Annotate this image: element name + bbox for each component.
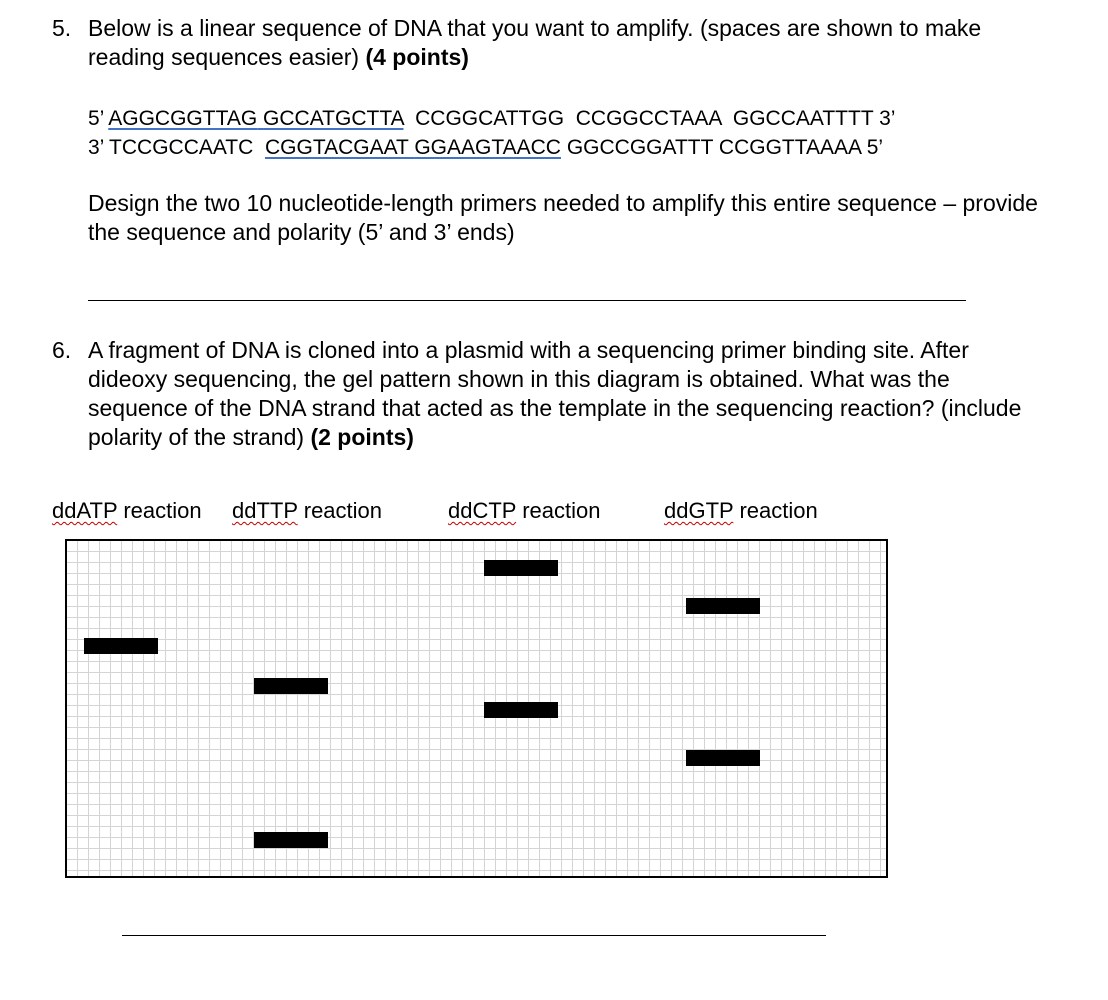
top-seg-3: CCGGCATTGG	[415, 107, 565, 130]
question-6-number: 6.	[52, 337, 72, 363]
band-ddttp-1	[254, 678, 328, 694]
dna-top-strand: 5’ AGGCGGTTAG GCCATGCTTA CCGGCATTGG CCGGCCTAAA GGCCAATTTT 3’	[88, 107, 896, 130]
band-ddatp-1	[84, 638, 158, 654]
top-seg-2: GCCATGCTTA	[263, 107, 404, 130]
bottom-seg-5: CCGGTTAAAA	[718, 136, 861, 159]
bottom-seg-2: CGGTACGAAT	[264, 136, 409, 159]
band-ddgtp-2	[686, 750, 760, 766]
question-6-line-3: sequence of the DNA strand that acted as the template in the sequencing reaction? (include	[88, 395, 1022, 421]
question-6-line-1: A fragment of DNA is cloned into a plasmid with a sequencing primer binding site. After	[88, 337, 969, 363]
question-5-points: (4 points)	[365, 44, 469, 70]
answer-line-q6[interactable]	[122, 935, 826, 936]
question-5	[0, 14, 1108, 84]
bottom-seg-1: TCCGCCAATC	[109, 136, 254, 159]
bottom-seg-3: GGAAGTAACC	[414, 136, 561, 159]
answer-line-q5[interactable]	[88, 300, 966, 301]
question-6-points: (2 points)	[310, 424, 414, 450]
band-ddctp-1	[484, 560, 558, 576]
dna-bottom-strand: 3’ TCCGCCAATC CGGTACGAAT GGAAGTAACC GGCCGGATTT CCGGTTAAAA 5’	[88, 136, 884, 159]
question-6-line-4: polarity of the strand) (2 points)	[88, 424, 414, 450]
lane-label-ddatp: ddATP reaction	[52, 498, 202, 523]
design-line-1: Design the two 10 nucleotide-length primers needed to amplify this entire sequence – provide	[88, 190, 1038, 216]
band-ddctp-2	[484, 702, 558, 718]
question-6-prompt	[88, 336, 1021, 452]
lane-label-ddctp: ddCTP reaction	[448, 498, 601, 523]
question-5-line-1: Below is a linear sequence of DNA that you want to amplify. (spaces are shown to make	[88, 15, 982, 41]
question-5-line-2: reading sequences easier) (4 points)	[88, 44, 469, 70]
question-5-number: 5.	[52, 15, 72, 41]
lane-label-ddgtp: ddGTP reaction	[664, 498, 818, 523]
question-6	[0, 336, 1108, 456]
sequencing-gel	[65, 539, 888, 878]
bottom-seg-4: GGCCGGATTT	[566, 136, 714, 159]
question-6-line-2: dideoxy sequencing, the gel pattern shown in this diagram is obtained. What was the	[88, 366, 950, 392]
question-5-prompt	[88, 14, 981, 72]
design-line-2: the sequence and polarity (5’ and 3’ ends)	[88, 219, 515, 245]
question-5-design	[88, 189, 1103, 247]
band-ddgtp-1	[686, 598, 760, 614]
top-seg-1: AGGCGGTTAG	[108, 107, 258, 130]
top-seg-4: CCGGCCTAAA	[575, 107, 722, 130]
lane-label-ddttp: ddTTP reaction	[232, 498, 383, 523]
top-seg-5: GGCCAATTTT	[732, 107, 874, 130]
band-ddttp-2	[254, 832, 328, 848]
